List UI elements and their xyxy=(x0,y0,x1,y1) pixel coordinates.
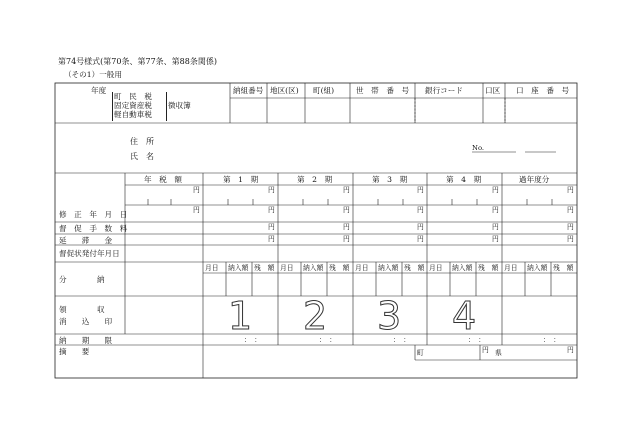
no-label: No. xyxy=(472,144,485,152)
form-subtitle: （その1）一般用 xyxy=(64,70,122,79)
col-bank-code: 銀行コード xyxy=(425,86,463,95)
yen-marker: 円 xyxy=(268,206,275,214)
yen-marker: 円 xyxy=(482,346,489,354)
header-period-3: 第 3 期 xyxy=(372,175,408,184)
yen-marker: 円 xyxy=(492,235,499,243)
sub-header-balance: 残 額 xyxy=(553,264,574,272)
yen-marker: 円 xyxy=(492,206,499,214)
row-label-stamp: 消 込 印 xyxy=(59,317,113,326)
row-label-installment: 分 納 xyxy=(59,275,105,284)
name-label: 氏 名 xyxy=(130,152,154,161)
deadline-colons: ： ： xyxy=(393,336,410,344)
yen-marker: 円 xyxy=(417,223,424,231)
col-account-number: 口 座 番 号 xyxy=(516,86,570,95)
yen-marker: 円 xyxy=(567,186,574,194)
form-number: 第74号様式(第70条、第77条、第88条関係) xyxy=(58,57,217,66)
deadline-colons: ： ： xyxy=(543,336,560,344)
sub-header-date: 月日 xyxy=(504,264,518,272)
yen-marker: 円 xyxy=(417,186,424,194)
sub-header-paid: 納入額 xyxy=(303,264,324,272)
yen-marker: 円 xyxy=(193,186,200,194)
year-label: 年度 xyxy=(91,86,107,95)
yen-marker: 円 xyxy=(417,235,424,243)
ledger-label: 徴収簿 xyxy=(168,101,191,110)
deadline-colons: ： ： xyxy=(468,336,485,344)
yen-marker: 円 xyxy=(567,223,574,231)
row-label-receipt: 領 収 xyxy=(59,305,105,314)
stamp-number-4: 4 xyxy=(452,294,477,338)
yen-marker: 円 xyxy=(268,186,275,194)
tax-type-property: 固定資産税 xyxy=(114,101,152,110)
yen-marker: 円 xyxy=(193,206,200,214)
row-label-notice-date: 督促状発付年月日 xyxy=(59,249,120,258)
yen-marker: 円 xyxy=(417,206,424,214)
sub-header-balance: 残 額 xyxy=(329,264,350,272)
yen-marker: 円 xyxy=(567,346,574,354)
sub-header-paid: 納入額 xyxy=(228,264,249,272)
sub-header-paid: 納入額 xyxy=(527,264,548,272)
stamp-number-2: 2 xyxy=(303,294,328,338)
col-payment-group: 納組番号 xyxy=(233,86,264,95)
col-town: 町(組) xyxy=(313,86,335,95)
sub-header-date: 月日 xyxy=(429,264,443,272)
sub-header-balance: 残 額 xyxy=(254,264,275,272)
row-label-deadline: 納 期 限 xyxy=(59,336,113,345)
stamp-number-3: 3 xyxy=(377,294,402,338)
yen-marker: 円 xyxy=(343,235,350,243)
row-label-revision: 修 正 年 月 日 xyxy=(59,210,128,219)
yen-marker: 円 xyxy=(343,206,350,214)
town-label: 町 xyxy=(417,349,424,357)
row-label-summary: 摘 要 xyxy=(59,347,90,356)
sub-header-paid: 納入額 xyxy=(378,264,399,272)
sub-header-balance: 残 額 xyxy=(404,264,425,272)
yen-marker: 円 xyxy=(492,186,499,194)
sub-header-balance: 残 額 xyxy=(478,264,499,272)
address-label: 住 所 xyxy=(130,137,154,146)
deadline-colons: ： ： xyxy=(244,336,261,344)
row-label-fee: 督 促 手 数 料 xyxy=(59,224,128,233)
header-past-years: 過年度分 xyxy=(519,175,550,184)
col-household-number: 世 帯 番 号 xyxy=(356,86,410,95)
sub-header-date: 月日 xyxy=(205,264,219,272)
header-annual-tax: 年 税 額 xyxy=(144,175,182,184)
yen-marker: 円 xyxy=(492,223,499,231)
header-period-4: 第 4 期 xyxy=(446,175,482,184)
yen-marker: 円 xyxy=(567,206,574,214)
tax-type-resident: 町 民 税 xyxy=(114,92,152,101)
yen-marker: 円 xyxy=(343,223,350,231)
stamp-number-1: 1 xyxy=(228,294,253,338)
sub-header-paid: 納入額 xyxy=(452,264,473,272)
yen-marker: 円 xyxy=(567,235,574,243)
header-period-2: 第 2 期 xyxy=(297,175,333,184)
col-district: 地区(区) xyxy=(270,86,299,95)
header-period-1: 第 1 期 xyxy=(223,175,259,184)
prefecture-label: 県 xyxy=(495,349,502,357)
row-label-delinquency: 延 滞 金 xyxy=(59,236,113,245)
yen-marker: 円 xyxy=(268,223,275,231)
sub-header-date: 月日 xyxy=(355,264,369,272)
yen-marker: 円 xyxy=(268,235,275,243)
sub-header-date: 月日 xyxy=(280,264,294,272)
yen-marker: 円 xyxy=(343,186,350,194)
tax-type-vehicle: 軽自動車税 xyxy=(114,110,152,119)
deadline-colons: ： ： xyxy=(319,336,336,344)
col-account-type: 口区 xyxy=(485,86,501,95)
